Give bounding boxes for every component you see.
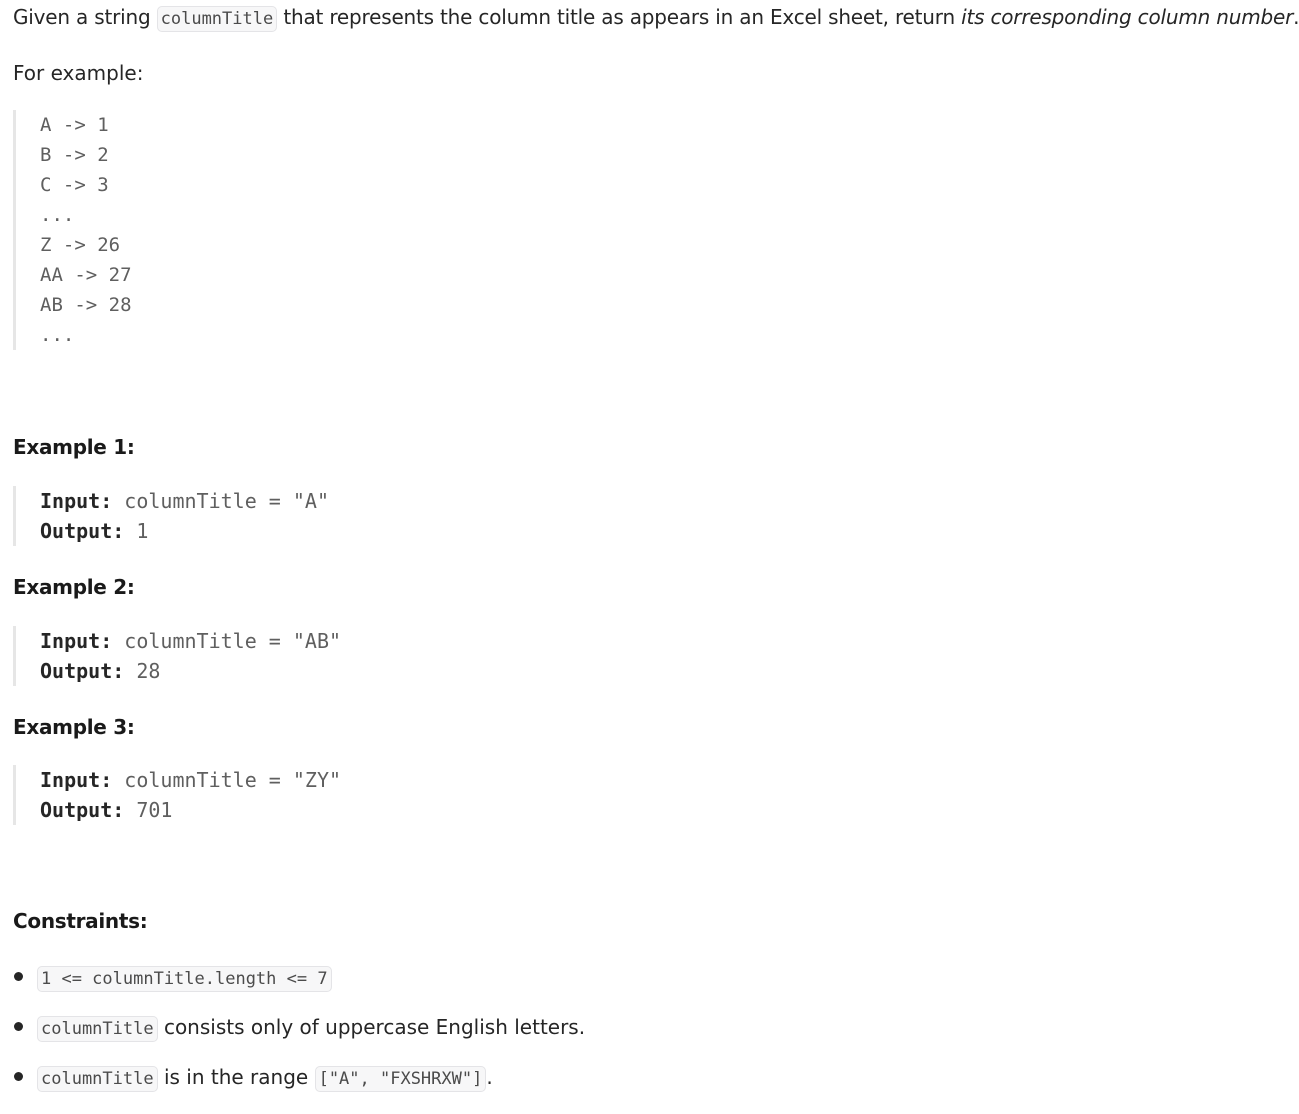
- problem-statement: [13, 4, 1299, 32]
- bullet-icon: [14, 972, 23, 981]
- mapping-line: C -> 3: [40, 174, 109, 196]
- example-1-heading: Example 1:: [13, 435, 135, 459]
- example-input-line: [40, 626, 341, 656]
- input-value: columnTitle = "AB": [112, 629, 342, 653]
- constraint-code: columnTitle: [37, 1066, 158, 1092]
- mapping-line: ...: [40, 204, 75, 226]
- input-value: columnTitle = "ZY": [112, 768, 342, 792]
- output-label: Output:: [40, 659, 125, 683]
- intro-suffix: .: [1293, 5, 1299, 29]
- for-example-label: For example:: [13, 61, 144, 85]
- example-2-block: [13, 626, 341, 686]
- example-3-block: [13, 765, 341, 825]
- constraints-list: [13, 960, 913, 1110]
- mapping-line: AB -> 28: [40, 294, 132, 316]
- example-input-line: [40, 765, 341, 795]
- input-value: columnTitle = "A": [112, 489, 329, 513]
- constraint-code: columnTitle: [37, 1016, 158, 1042]
- example-output-line: [40, 516, 329, 546]
- constraint-item: [13, 960, 913, 1010]
- output-label: Output:: [40, 798, 125, 822]
- example-3-heading: Example 3:: [13, 715, 135, 739]
- bullet-icon: [14, 1022, 23, 1031]
- mapping-line: Z -> 26: [40, 234, 121, 256]
- output-label: Output:: [40, 519, 125, 543]
- inline-code-column-title: columnTitle: [157, 6, 278, 32]
- input-label: Input:: [40, 629, 113, 653]
- mapping-line: AA -> 27: [40, 264, 132, 286]
- output-value: 1: [124, 519, 149, 543]
- constraint-text: consists only of uppercase English letters.: [157, 1015, 586, 1039]
- example-output-line: [40, 656, 341, 686]
- constraint-end: .: [486, 1065, 493, 1089]
- mapping-code-block: [13, 110, 132, 350]
- example-input-line: [40, 486, 329, 516]
- mapping-line: A -> 1: [40, 114, 109, 136]
- output-value: 28: [124, 659, 161, 683]
- intro-prefix: Given a string: [13, 5, 157, 29]
- constraint-item: [13, 1060, 913, 1110]
- example-2-heading: Example 2:: [13, 575, 135, 599]
- mapping-line: B -> 2: [40, 144, 109, 166]
- intro-middle: that represents the column title as appears in an Excel sheet, return: [277, 5, 962, 29]
- input-label: Input:: [40, 489, 113, 513]
- example-1-block: [13, 486, 329, 546]
- example-output-line: [40, 795, 341, 825]
- output-value: 701: [124, 798, 173, 822]
- constraint-item: [13, 1010, 913, 1060]
- constraint-code: 1 <= columnTitle.length <= 7: [37, 966, 332, 992]
- constraint-range-code: ["A", "FXSHRXW"]: [315, 1066, 487, 1092]
- bullet-icon: [14, 1072, 23, 1081]
- intro-emphasis: its corresponding column number: [961, 5, 1294, 29]
- constraint-text: is in the range: [157, 1065, 315, 1089]
- mapping-line: ...: [40, 324, 75, 346]
- constraints-heading: Constraints:: [13, 909, 148, 933]
- input-label: Input:: [40, 768, 113, 792]
